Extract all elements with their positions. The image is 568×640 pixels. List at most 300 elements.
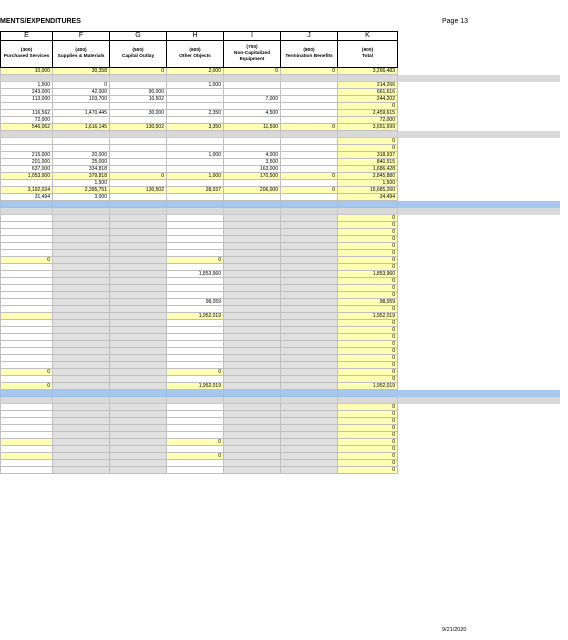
table-cell[interactable] (281, 404, 338, 411)
table-cell[interactable]: 1,686,428 (338, 166, 398, 173)
table-cell[interactable] (281, 264, 338, 271)
table-cell[interactable] (281, 313, 338, 320)
table-cell[interactable] (224, 243, 281, 250)
column-letter[interactable]: K (338, 32, 398, 41)
table-cell[interactable] (1, 397, 53, 404)
table-cell[interactable] (167, 250, 224, 257)
table-cell[interactable]: 2,845,880 (338, 173, 398, 180)
table-cell[interactable] (281, 327, 338, 334)
table-cell[interactable] (167, 180, 224, 187)
table-cell[interactable]: 11,500 (224, 124, 281, 131)
table-cell[interactable] (338, 201, 398, 208)
table-cell[interactable]: 98,059 (338, 299, 398, 306)
table-cell[interactable] (224, 103, 281, 110)
table-cell[interactable] (224, 369, 281, 376)
table-cell[interactable]: 0 (338, 355, 398, 362)
table-cell[interactable] (110, 103, 167, 110)
table-cell[interactable] (1, 432, 53, 439)
table-cell[interactable] (224, 320, 281, 327)
table-cell[interactable] (281, 96, 338, 103)
table-cell[interactable]: 0 (338, 250, 398, 257)
table-cell[interactable] (224, 236, 281, 243)
table-cell[interactable] (1, 460, 53, 467)
table-cell[interactable] (167, 117, 224, 124)
table-cell[interactable]: 0 (338, 138, 398, 145)
table-cell[interactable] (1, 411, 53, 418)
table-cell[interactable] (224, 411, 281, 418)
table-cell[interactable] (281, 376, 338, 383)
table-cell[interactable] (281, 208, 338, 215)
table-cell[interactable]: 0 (338, 145, 398, 152)
table-cell[interactable] (53, 341, 110, 348)
table-cell[interactable] (110, 131, 167, 138)
table-cell[interactable]: 0 (281, 68, 338, 75)
table-cell[interactable] (110, 355, 167, 362)
table-cell[interactable]: 7,000 (224, 96, 281, 103)
table-cell[interactable] (110, 215, 167, 222)
table-cell[interactable]: 72,000 (338, 117, 398, 124)
table-cell[interactable]: 0 (338, 439, 398, 446)
table-cell[interactable] (1, 208, 53, 215)
table-cell[interactable]: 0 (167, 369, 224, 376)
table-cell[interactable] (167, 341, 224, 348)
table-cell[interactable] (53, 250, 110, 257)
table-cell[interactable]: 0 (1, 369, 53, 376)
table-cell[interactable]: 3,350 (167, 124, 224, 131)
table-cell[interactable]: 130,502 (110, 124, 167, 131)
table-cell[interactable] (1, 453, 53, 460)
table-cell[interactable] (1, 180, 53, 187)
table-cell[interactable]: 0 (338, 320, 398, 327)
table-cell[interactable]: 201,000 (1, 159, 53, 166)
table-cell[interactable] (167, 334, 224, 341)
table-cell[interactable]: 840,515 (338, 159, 398, 166)
table-cell[interactable]: 103,700 (53, 96, 110, 103)
table-cell[interactable]: 28,037 (167, 187, 224, 194)
table-cell[interactable] (281, 271, 338, 278)
table-cell[interactable]: 0 (338, 257, 398, 264)
table-cell[interactable] (281, 299, 338, 306)
column-letter[interactable]: I (224, 32, 281, 41)
table-cell[interactable] (224, 271, 281, 278)
table-cell[interactable] (53, 75, 110, 82)
table-cell[interactable] (281, 432, 338, 439)
table-cell[interactable] (1, 103, 53, 110)
table-cell[interactable] (1, 334, 53, 341)
table-cell[interactable] (224, 257, 281, 264)
table-cell[interactable] (281, 355, 338, 362)
table-cell[interactable] (110, 299, 167, 306)
table-cell[interactable]: 1,853,960 (338, 271, 398, 278)
table-cell[interactable] (110, 250, 167, 257)
table-cell[interactable] (167, 89, 224, 96)
table-cell[interactable] (167, 131, 224, 138)
table-cell[interactable] (1, 467, 53, 474)
table-cell[interactable] (167, 243, 224, 250)
table-cell[interactable] (224, 467, 281, 474)
table-cell[interactable] (281, 236, 338, 243)
table-cell[interactable] (281, 229, 338, 236)
table-cell[interactable] (1, 320, 53, 327)
table-cell[interactable] (224, 117, 281, 124)
table-cell[interactable] (1, 285, 53, 292)
column-letter[interactable]: E (1, 32, 53, 41)
table-cell[interactable] (281, 362, 338, 369)
table-cell[interactable] (110, 453, 167, 460)
table-cell[interactable]: 1,952,019 (167, 313, 224, 320)
table-cell[interactable] (224, 180, 281, 187)
table-cell[interactable] (110, 369, 167, 376)
table-cell[interactable]: 0 (338, 432, 398, 439)
table-cell[interactable] (224, 348, 281, 355)
table-cell[interactable] (338, 75, 398, 82)
table-cell[interactable] (53, 383, 110, 390)
table-cell[interactable] (53, 376, 110, 383)
table-cell[interactable] (281, 348, 338, 355)
table-cell[interactable] (110, 208, 167, 215)
table-cell[interactable]: 0 (53, 82, 110, 89)
table-cell[interactable]: 20,000 (53, 152, 110, 159)
table-cell[interactable] (53, 208, 110, 215)
table-cell[interactable] (224, 278, 281, 285)
table-cell[interactable] (110, 82, 167, 89)
table-cell[interactable] (53, 285, 110, 292)
table-cell[interactable]: 0 (338, 215, 398, 222)
table-cell[interactable]: 0 (338, 229, 398, 236)
table-cell[interactable]: 10,000 (1, 68, 53, 75)
table-cell[interactable] (53, 418, 110, 425)
table-cell[interactable] (281, 103, 338, 110)
table-cell[interactable]: 113,000 (1, 96, 53, 103)
table-cell[interactable] (281, 467, 338, 474)
table-cell[interactable] (167, 432, 224, 439)
table-cell[interactable]: 1,952,019 (338, 313, 398, 320)
table-cell[interactable] (1, 236, 53, 243)
table-cell[interactable] (281, 243, 338, 250)
table-cell[interactable]: 3,192,024 (1, 187, 53, 194)
column-letter[interactable]: H (167, 32, 224, 41)
table-cell[interactable] (53, 264, 110, 271)
table-cell[interactable] (53, 243, 110, 250)
table-cell[interactable]: 0 (338, 334, 398, 341)
table-cell[interactable]: 379,818 (53, 173, 110, 180)
table-cell[interactable] (1, 404, 53, 411)
table-cell[interactable]: 0 (338, 243, 398, 250)
table-cell[interactable] (281, 257, 338, 264)
table-cell[interactable] (224, 439, 281, 446)
table-cell[interactable] (167, 145, 224, 152)
table-cell[interactable]: 98,059 (167, 299, 224, 306)
table-cell[interactable]: 0 (338, 103, 398, 110)
table-cell[interactable] (281, 201, 338, 208)
table-cell[interactable] (110, 75, 167, 82)
table-cell[interactable] (110, 376, 167, 383)
table-cell[interactable] (1, 250, 53, 257)
table-cell[interactable] (281, 453, 338, 460)
table-cell[interactable] (53, 362, 110, 369)
table-cell[interactable] (1, 376, 53, 383)
table-cell[interactable] (1, 355, 53, 362)
table-cell[interactable] (167, 208, 224, 215)
table-cell[interactable] (110, 362, 167, 369)
table-cell[interactable] (224, 341, 281, 348)
table-cell[interactable] (1, 446, 53, 453)
column-letter[interactable]: F (53, 32, 110, 41)
table-cell[interactable] (167, 460, 224, 467)
table-cell[interactable] (281, 320, 338, 327)
table-cell[interactable] (281, 250, 338, 257)
table-cell[interactable]: 0 (338, 460, 398, 467)
table-cell[interactable] (281, 425, 338, 432)
table-cell[interactable] (224, 390, 281, 397)
table-cell[interactable] (167, 201, 224, 208)
table-cell[interactable] (281, 460, 338, 467)
table-cell[interactable] (53, 201, 110, 208)
table-cell[interactable]: 1,500 (338, 180, 398, 187)
table-cell[interactable] (167, 264, 224, 271)
table-cell[interactable] (53, 453, 110, 460)
table-cell[interactable] (167, 285, 224, 292)
table-cell[interactable]: 1,053,000 (1, 173, 53, 180)
table-cell[interactable] (338, 397, 398, 404)
table-cell[interactable] (110, 439, 167, 446)
table-cell[interactable] (281, 446, 338, 453)
table-cell[interactable]: 15,685,260 (338, 187, 398, 194)
table-cell[interactable]: 116,562 (1, 110, 53, 117)
table-cell[interactable] (281, 166, 338, 173)
table-cell[interactable]: 0 (167, 439, 224, 446)
table-cell[interactable]: 0 (338, 453, 398, 460)
table-cell[interactable] (110, 432, 167, 439)
table-cell[interactable] (281, 334, 338, 341)
table-cell[interactable] (224, 432, 281, 439)
table-cell[interactable] (1, 327, 53, 334)
table-cell[interactable]: 0 (281, 124, 338, 131)
table-cell[interactable] (110, 152, 167, 159)
table-cell[interactable] (167, 159, 224, 166)
table-cell[interactable] (224, 75, 281, 82)
table-cell[interactable]: 0 (338, 306, 398, 313)
table-cell[interactable] (281, 383, 338, 390)
table-cell[interactable] (53, 313, 110, 320)
table-cell[interactable] (224, 313, 281, 320)
table-cell[interactable]: 2,000 (167, 68, 224, 75)
table-cell[interactable] (167, 390, 224, 397)
table-cell[interactable] (224, 425, 281, 432)
table-cell[interactable] (1, 313, 53, 320)
table-cell[interactable]: 0 (338, 425, 398, 432)
table-cell[interactable] (110, 425, 167, 432)
table-cell[interactable]: 1,000 (167, 82, 224, 89)
table-cell[interactable]: 3,500 (224, 159, 281, 166)
table-cell[interactable] (281, 194, 338, 201)
table-cell[interactable] (1, 75, 53, 82)
table-cell[interactable]: 0 (1, 257, 53, 264)
table-cell[interactable]: 3,000 (53, 194, 110, 201)
table-cell[interactable] (1, 145, 53, 152)
table-cell[interactable] (110, 145, 167, 152)
table-cell[interactable] (167, 355, 224, 362)
table-cell[interactable]: 1,616,145 (53, 124, 110, 131)
table-cell[interactable]: 90,000 (110, 89, 167, 96)
table-cell[interactable] (167, 446, 224, 453)
table-cell[interactable] (281, 439, 338, 446)
table-cell[interactable] (53, 215, 110, 222)
table-cell[interactable]: 0 (338, 404, 398, 411)
table-cell[interactable] (167, 138, 224, 145)
table-cell[interactable] (53, 404, 110, 411)
table-cell[interactable]: 3,651,699 (338, 124, 398, 131)
table-cell[interactable] (167, 75, 224, 82)
table-cell[interactable] (53, 397, 110, 404)
table-cell[interactable] (224, 131, 281, 138)
table-cell[interactable]: 0 (110, 68, 167, 75)
table-cell[interactable] (1, 131, 53, 138)
table-cell[interactable] (224, 404, 281, 411)
table-cell[interactable]: 130,502 (110, 187, 167, 194)
table-cell[interactable]: 1,500 (1, 82, 53, 89)
table-cell[interactable] (53, 411, 110, 418)
table-cell[interactable] (167, 418, 224, 425)
table-cell[interactable] (224, 362, 281, 369)
table-cell[interactable] (1, 278, 53, 285)
table-cell[interactable] (224, 82, 281, 89)
table-cell[interactable] (167, 278, 224, 285)
table-cell[interactable] (53, 257, 110, 264)
table-cell[interactable]: 1,500 (53, 180, 110, 187)
table-cell[interactable] (53, 271, 110, 278)
table-cell[interactable] (167, 103, 224, 110)
table-cell[interactable]: 214,266 (338, 82, 398, 89)
table-cell[interactable] (224, 334, 281, 341)
table-cell[interactable] (224, 453, 281, 460)
table-cell[interactable] (1, 201, 53, 208)
table-cell[interactable] (281, 397, 338, 404)
table-cell[interactable] (110, 117, 167, 124)
table-cell[interactable]: 30,358 (53, 68, 110, 75)
table-cell[interactable]: 42,000 (53, 89, 110, 96)
table-cell[interactable] (1, 243, 53, 250)
table-cell[interactable] (281, 131, 338, 138)
table-cell[interactable] (53, 292, 110, 299)
table-cell[interactable] (167, 327, 224, 334)
table-cell[interactable] (167, 292, 224, 299)
table-cell[interactable] (281, 110, 338, 117)
table-cell[interactable]: 3,266,483 (338, 68, 398, 75)
table-cell[interactable]: 25,000 (53, 159, 110, 166)
table-cell[interactable]: 31,494 (1, 194, 53, 201)
table-cell[interactable] (110, 292, 167, 299)
table-cell[interactable] (167, 166, 224, 173)
table-cell[interactable] (1, 292, 53, 299)
table-cell[interactable]: 4,500 (224, 110, 281, 117)
table-cell[interactable] (1, 222, 53, 229)
table-cell[interactable] (338, 390, 398, 397)
table-cell[interactable] (110, 236, 167, 243)
table-cell[interactable] (167, 306, 224, 313)
table-cell[interactable] (224, 383, 281, 390)
table-cell[interactable]: 1,952,019 (338, 383, 398, 390)
table-cell[interactable] (167, 194, 224, 201)
table-cell[interactable] (53, 103, 110, 110)
table-cell[interactable]: 0 (224, 68, 281, 75)
table-cell[interactable] (224, 264, 281, 271)
table-cell[interactable] (167, 320, 224, 327)
table-cell[interactable]: 34,494 (338, 194, 398, 201)
table-cell[interactable] (110, 383, 167, 390)
table-cell[interactable] (281, 418, 338, 425)
table-cell[interactable] (110, 418, 167, 425)
table-cell[interactable] (281, 117, 338, 124)
table-cell[interactable] (53, 390, 110, 397)
table-cell[interactable] (53, 327, 110, 334)
table-cell[interactable] (53, 446, 110, 453)
table-cell[interactable]: 72,000 (1, 117, 53, 124)
table-cell[interactable]: 0 (338, 446, 398, 453)
table-cell[interactable]: 243,000 (1, 89, 53, 96)
table-cell[interactable]: 0 (110, 173, 167, 180)
table-cell[interactable]: 0 (338, 278, 398, 285)
table-cell[interactable] (281, 75, 338, 82)
table-cell[interactable] (110, 180, 167, 187)
table-cell[interactable] (1, 341, 53, 348)
table-cell[interactable] (281, 145, 338, 152)
table-cell[interactable]: 1,853,960 (167, 271, 224, 278)
table-cell[interactable] (1, 362, 53, 369)
table-cell[interactable] (53, 369, 110, 376)
table-cell[interactable] (224, 355, 281, 362)
table-cell[interactable] (110, 397, 167, 404)
table-cell[interactable] (53, 460, 110, 467)
table-cell[interactable]: 170,500 (224, 173, 281, 180)
table-cell[interactable] (53, 425, 110, 432)
table-cell[interactable] (110, 460, 167, 467)
table-cell[interactable] (110, 327, 167, 334)
table-cell[interactable] (167, 236, 224, 243)
table-cell[interactable] (224, 208, 281, 215)
table-cell[interactable] (281, 82, 338, 89)
table-cell[interactable] (167, 222, 224, 229)
table-cell[interactable] (110, 271, 167, 278)
table-cell[interactable] (224, 285, 281, 292)
table-cell[interactable]: 206,000 (224, 187, 281, 194)
table-cell[interactable]: 661,616 (338, 89, 398, 96)
table-cell[interactable] (1, 138, 53, 145)
table-cell[interactable]: 0 (338, 236, 398, 243)
table-cell[interactable] (53, 229, 110, 236)
table-cell[interactable]: 0 (338, 467, 398, 474)
table-cell[interactable] (53, 236, 110, 243)
table-cell[interactable] (53, 306, 110, 313)
table-cell[interactable] (1, 425, 53, 432)
table-cell[interactable]: 334,818 (53, 166, 110, 173)
table-cell[interactable] (224, 138, 281, 145)
table-cell[interactable] (338, 131, 398, 138)
table-cell[interactable] (281, 292, 338, 299)
table-cell[interactable]: 637,000 (1, 166, 53, 173)
table-cell[interactable]: 1,952,019 (167, 383, 224, 390)
table-cell[interactable] (110, 166, 167, 173)
table-cell[interactable] (53, 355, 110, 362)
table-cell[interactable] (110, 264, 167, 271)
table-cell[interactable] (281, 180, 338, 187)
column-letter[interactable]: J (281, 32, 338, 41)
table-cell[interactable]: 0 (338, 285, 398, 292)
table-cell[interactable] (53, 117, 110, 124)
table-cell[interactable] (167, 397, 224, 404)
table-cell[interactable] (281, 222, 338, 229)
table-cell[interactable] (53, 320, 110, 327)
